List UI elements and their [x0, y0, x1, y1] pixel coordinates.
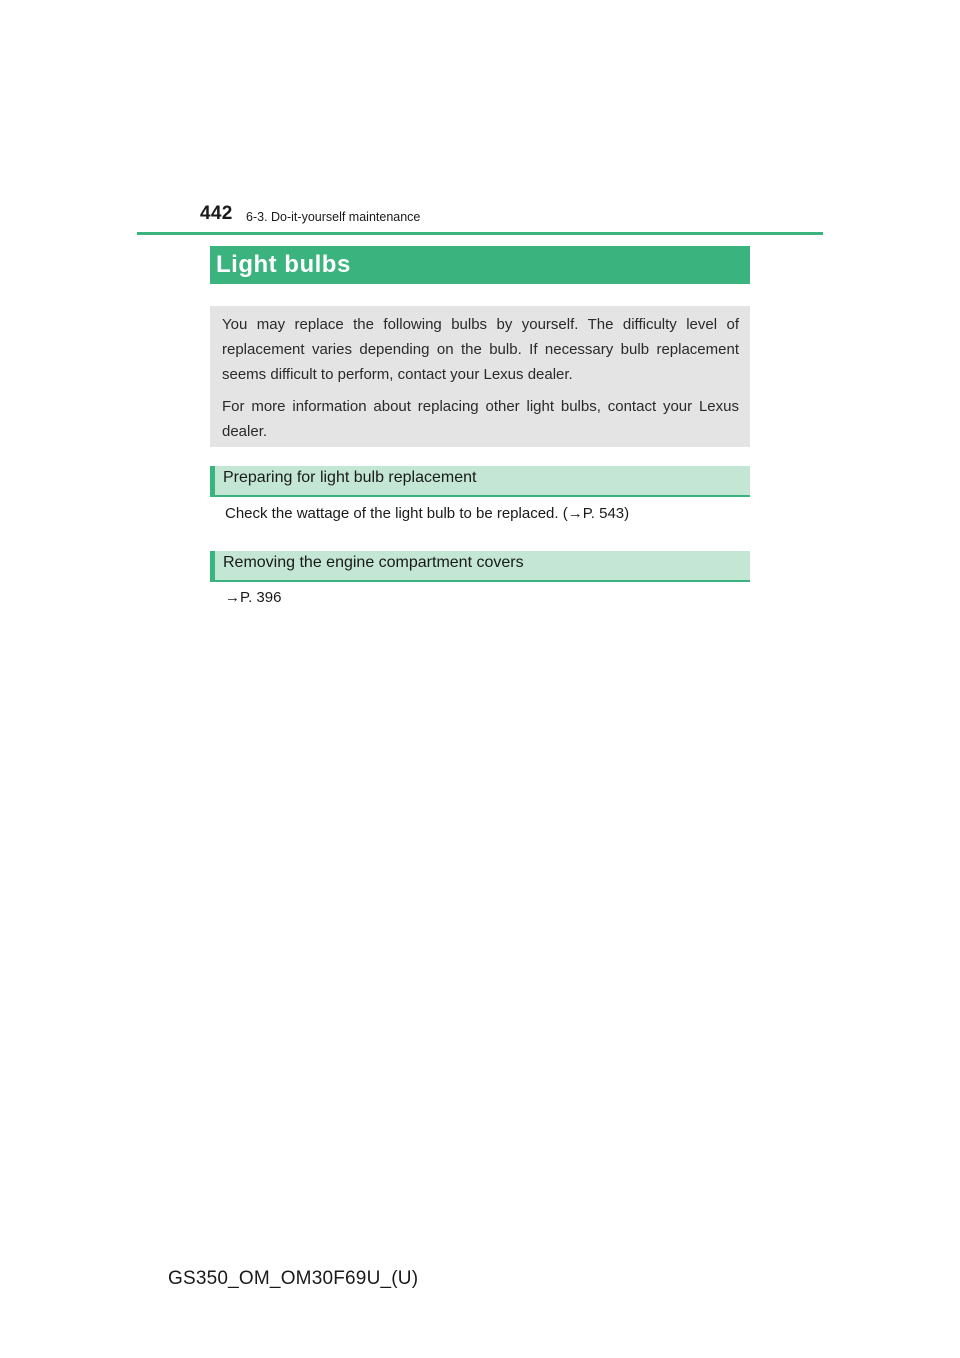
body-text-removing-covers: →P. 396 — [225, 589, 282, 606]
page-number: 442 — [200, 203, 233, 224]
header-divider — [137, 232, 823, 235]
subheading-accent — [210, 551, 215, 580]
intro-box — [210, 306, 750, 447]
intro-paragraph: You may replace the following bulbs by yourself. The difficulty level of replacement varies depending on the bulb. If necessary bulb replacement seems difficult to perform, contact your Lexus dealer. — [222, 316, 739, 383]
body-text-preparing: Check the wattage of the light bulb to be replaced. (→P. 543) — [225, 505, 630, 522]
subheading-accent — [210, 466, 215, 495]
title-bar — [210, 246, 750, 284]
subheading-preparing — [210, 466, 750, 497]
subheading-label: Removing the engine compartment covers — [223, 554, 524, 571]
subheading-removing-covers — [210, 551, 750, 582]
page-title: Light bulbs — [216, 251, 351, 278]
intro-paragraph: For more information about replacing other light bulbs, contact your Lexus dealer. — [222, 398, 739, 440]
footer-doc-code: GS350_OM_OM30F69U_(U) — [168, 1268, 419, 1289]
section-label: 6-3. Do-it-yourself maintenance — [246, 210, 421, 224]
subheading-label: Preparing for light bulb replacement — [223, 469, 477, 486]
